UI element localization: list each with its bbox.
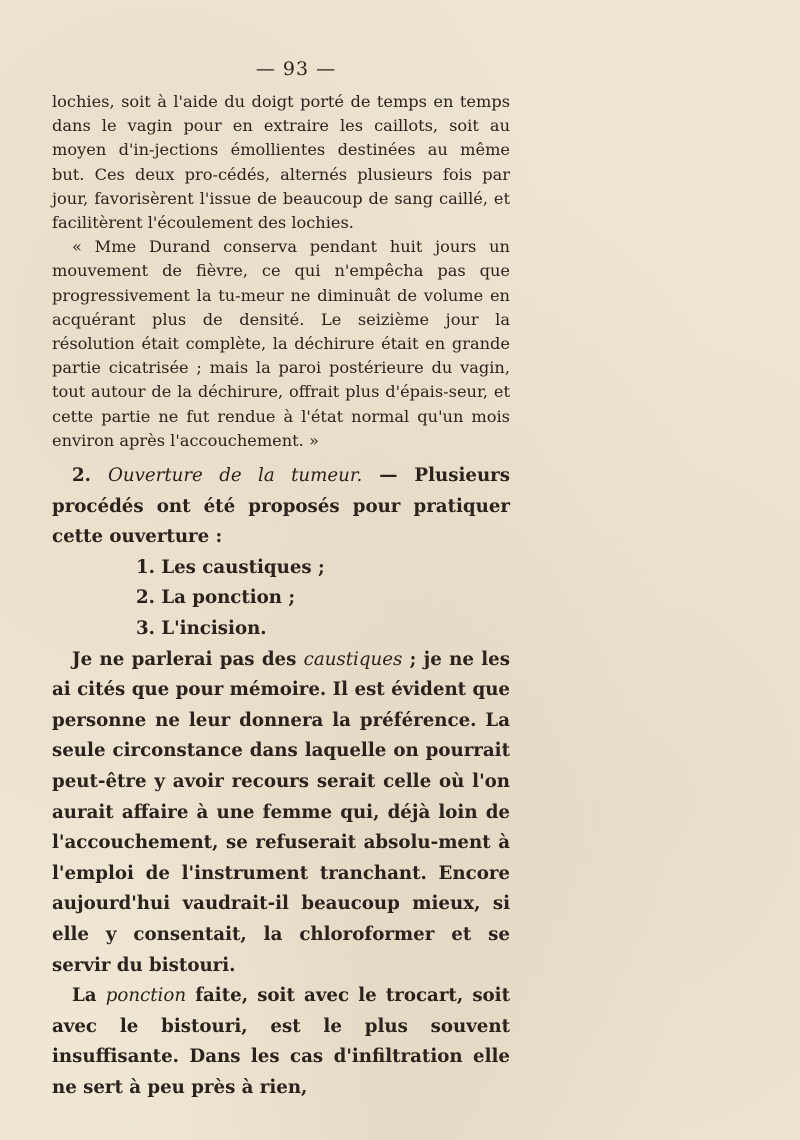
emphasis-ponction: ponction <box>105 985 187 1007</box>
book-page <box>52 58 510 1104</box>
paragraph-ponction <box>52 981 510 1103</box>
list-item: 3. L'incision. <box>136 618 267 640</box>
paragraph-text: ; je ne les ai cités que pour mémoire. Il est évident que personne ne leur donnera la préférence. La seule circonstance dans laquelle on pourrait peut-être y avoir recours serait celle où l'on aurait affaire à une femme qui, déjà loin de l'accouchement, se refuserait absolu-ment à l'emploi de l'instrument tranchant. Encore aujourd'hui vaudrait-il beaucoup mieux, si elle y consentait, la chloroformer et se servir du bistouri. <box>52 648 510 976</box>
paragraph-text: faite, soit avec le trocart, soit avec le bistouri, est le plus souvent insuffisante. Dans les cas d'infiltration elle ne sert à peu près à rien, <box>52 985 510 1098</box>
paragraph-mme-durand: « Mme Durand conserva pendant huit jours un mouvement de fièvre, ce qui n'empêcha pas que progressivement la tu-meur ne diminuât de volume en acquérant plus de densité. Le seizième jour la résolution était complète, la déchirure était en grande partie cicatrisée ; mais la paroi postérieure du vagin, tout autour de la déchirure, offrait plus d'épais-seur, et cette partie ne fut rendue à l'état normal qu'un mois environ après l'accouchement. » <box>52 237 510 450</box>
section-title: Ouverture de la tumeur. <box>107 465 363 487</box>
section-ouverture <box>52 461 510 1103</box>
page-number: — 93 — <box>255 58 337 80</box>
paragraph-text: La <box>72 985 106 1007</box>
emphasis-caustiques: caustiques <box>303 648 403 670</box>
section-number: 2. <box>72 465 91 487</box>
section-intro: — Plusieurs procédés ont été proposés pour pratiquer cette ouverture : <box>52 465 510 548</box>
paragraph-text: Je ne parlerai pas des <box>72 648 304 670</box>
paragraph-caustiques <box>52 645 510 982</box>
list-item: 2. La ponction ; <box>136 587 296 609</box>
list-item: 1. Les caustiques ; <box>136 556 325 578</box>
procedure-list <box>52 553 510 645</box>
paragraph-lochies: lochies, soit à l'aide du doigt porté de temps en temps dans le vagin pour en extraire les caillots, soit au moyen d'in-jections émollientes destinées au même but. Ces deux pro-cédés, alternés plusieurs fois par jour, favorisèrent l'issue de beaucoup de sang caillé, et facilitèrent l'écoulement des lochies. <box>52 92 510 233</box>
section-heading-paragraph <box>52 461 510 553</box>
small-print-block <box>52 90 510 453</box>
